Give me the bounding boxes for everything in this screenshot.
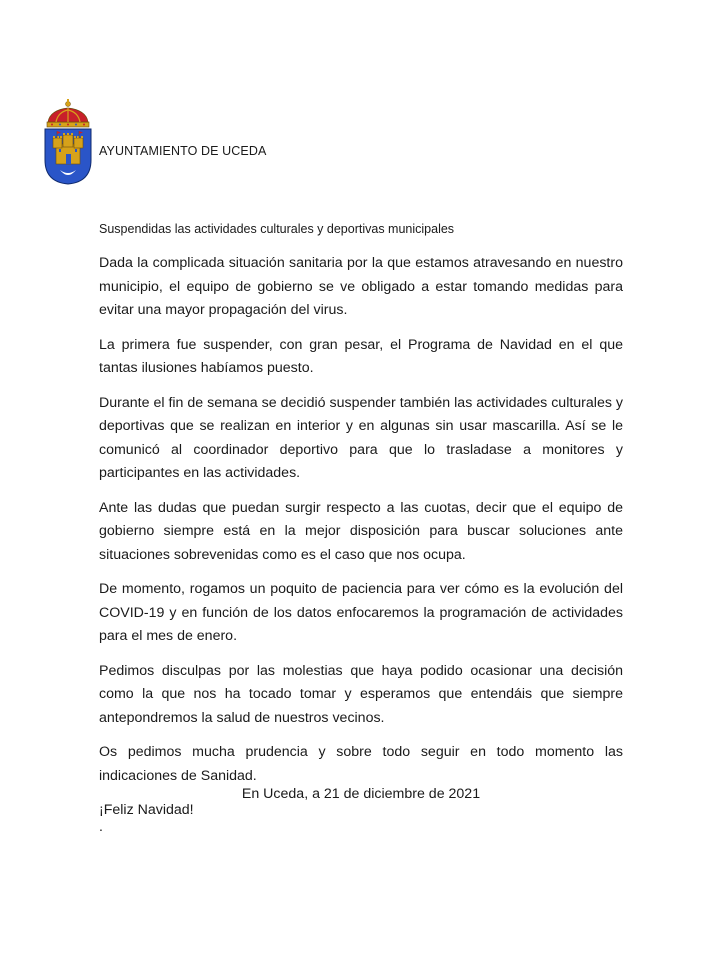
letter-body — [99, 252, 623, 834]
paragraph: Pedimos disculpas por las molestias que haya podido ocasionar una decisión como la que nos ha tocado tomar y esperamos que entendáis que siempre antepondremos la salud de nuestros vecinos. — [99, 662, 623, 726]
organization-name: AYUNTAMIENTO DE UCEDA — [99, 144, 267, 158]
paragraph: Ante las dudas que puedan surgir respecto a las cuotas, decir que el equipo de gobierno siempre está en la mejor disposición para buscar soluciones ante situaciones sobrevenidas como es el caso que nos ocupa. — [99, 499, 623, 563]
shield-icon — [45, 129, 91, 184]
trailing-mark: . — [99, 818, 103, 834]
paragraph: Dada la complicada situación sanitaria por la que estamos atravesando en nuestro municipio, el equipo de gobierno se ve obligado a estar tomando medidas para evitar una mayor propagación del virus. — [99, 255, 623, 318]
place-and-date: En Uceda, a 21 de diciembre de 2021 — [241, 786, 481, 802]
paragraph: Durante el fin de semana se decidió suspender también las actividades culturales y deportivas que se realizan en interior y en algunas sin usar mascarilla. Así se le comunicó al coordinador deportivo para que lo trasladase a monitores y participantes en las actividades. — [99, 394, 623, 481]
paragraph: La primera fue suspender, con gran pesar, el Programa de Navidad en el que tantas ilusiones habíamos puesto. — [99, 336, 623, 376]
paragraph: De momento, rogamos un poquito de paciencia para ver cómo es la evolución del COVID-19 y en función de los datos enfocaremos la programación de actividades para el mes de enero. — [99, 581, 623, 644]
crown-icon — [47, 99, 89, 127]
coat-of-arms-icon — [40, 98, 96, 186]
document-subtitle: Suspendidas las actividades culturales y deportivas municipales — [99, 222, 455, 236]
paragraph: Os pedimos mucha prudencia y sobre todo seguir en todo momento las indicaciones de Sanidad. — [99, 744, 623, 784]
greeting: ¡Feliz Navidad! — [99, 802, 194, 818]
